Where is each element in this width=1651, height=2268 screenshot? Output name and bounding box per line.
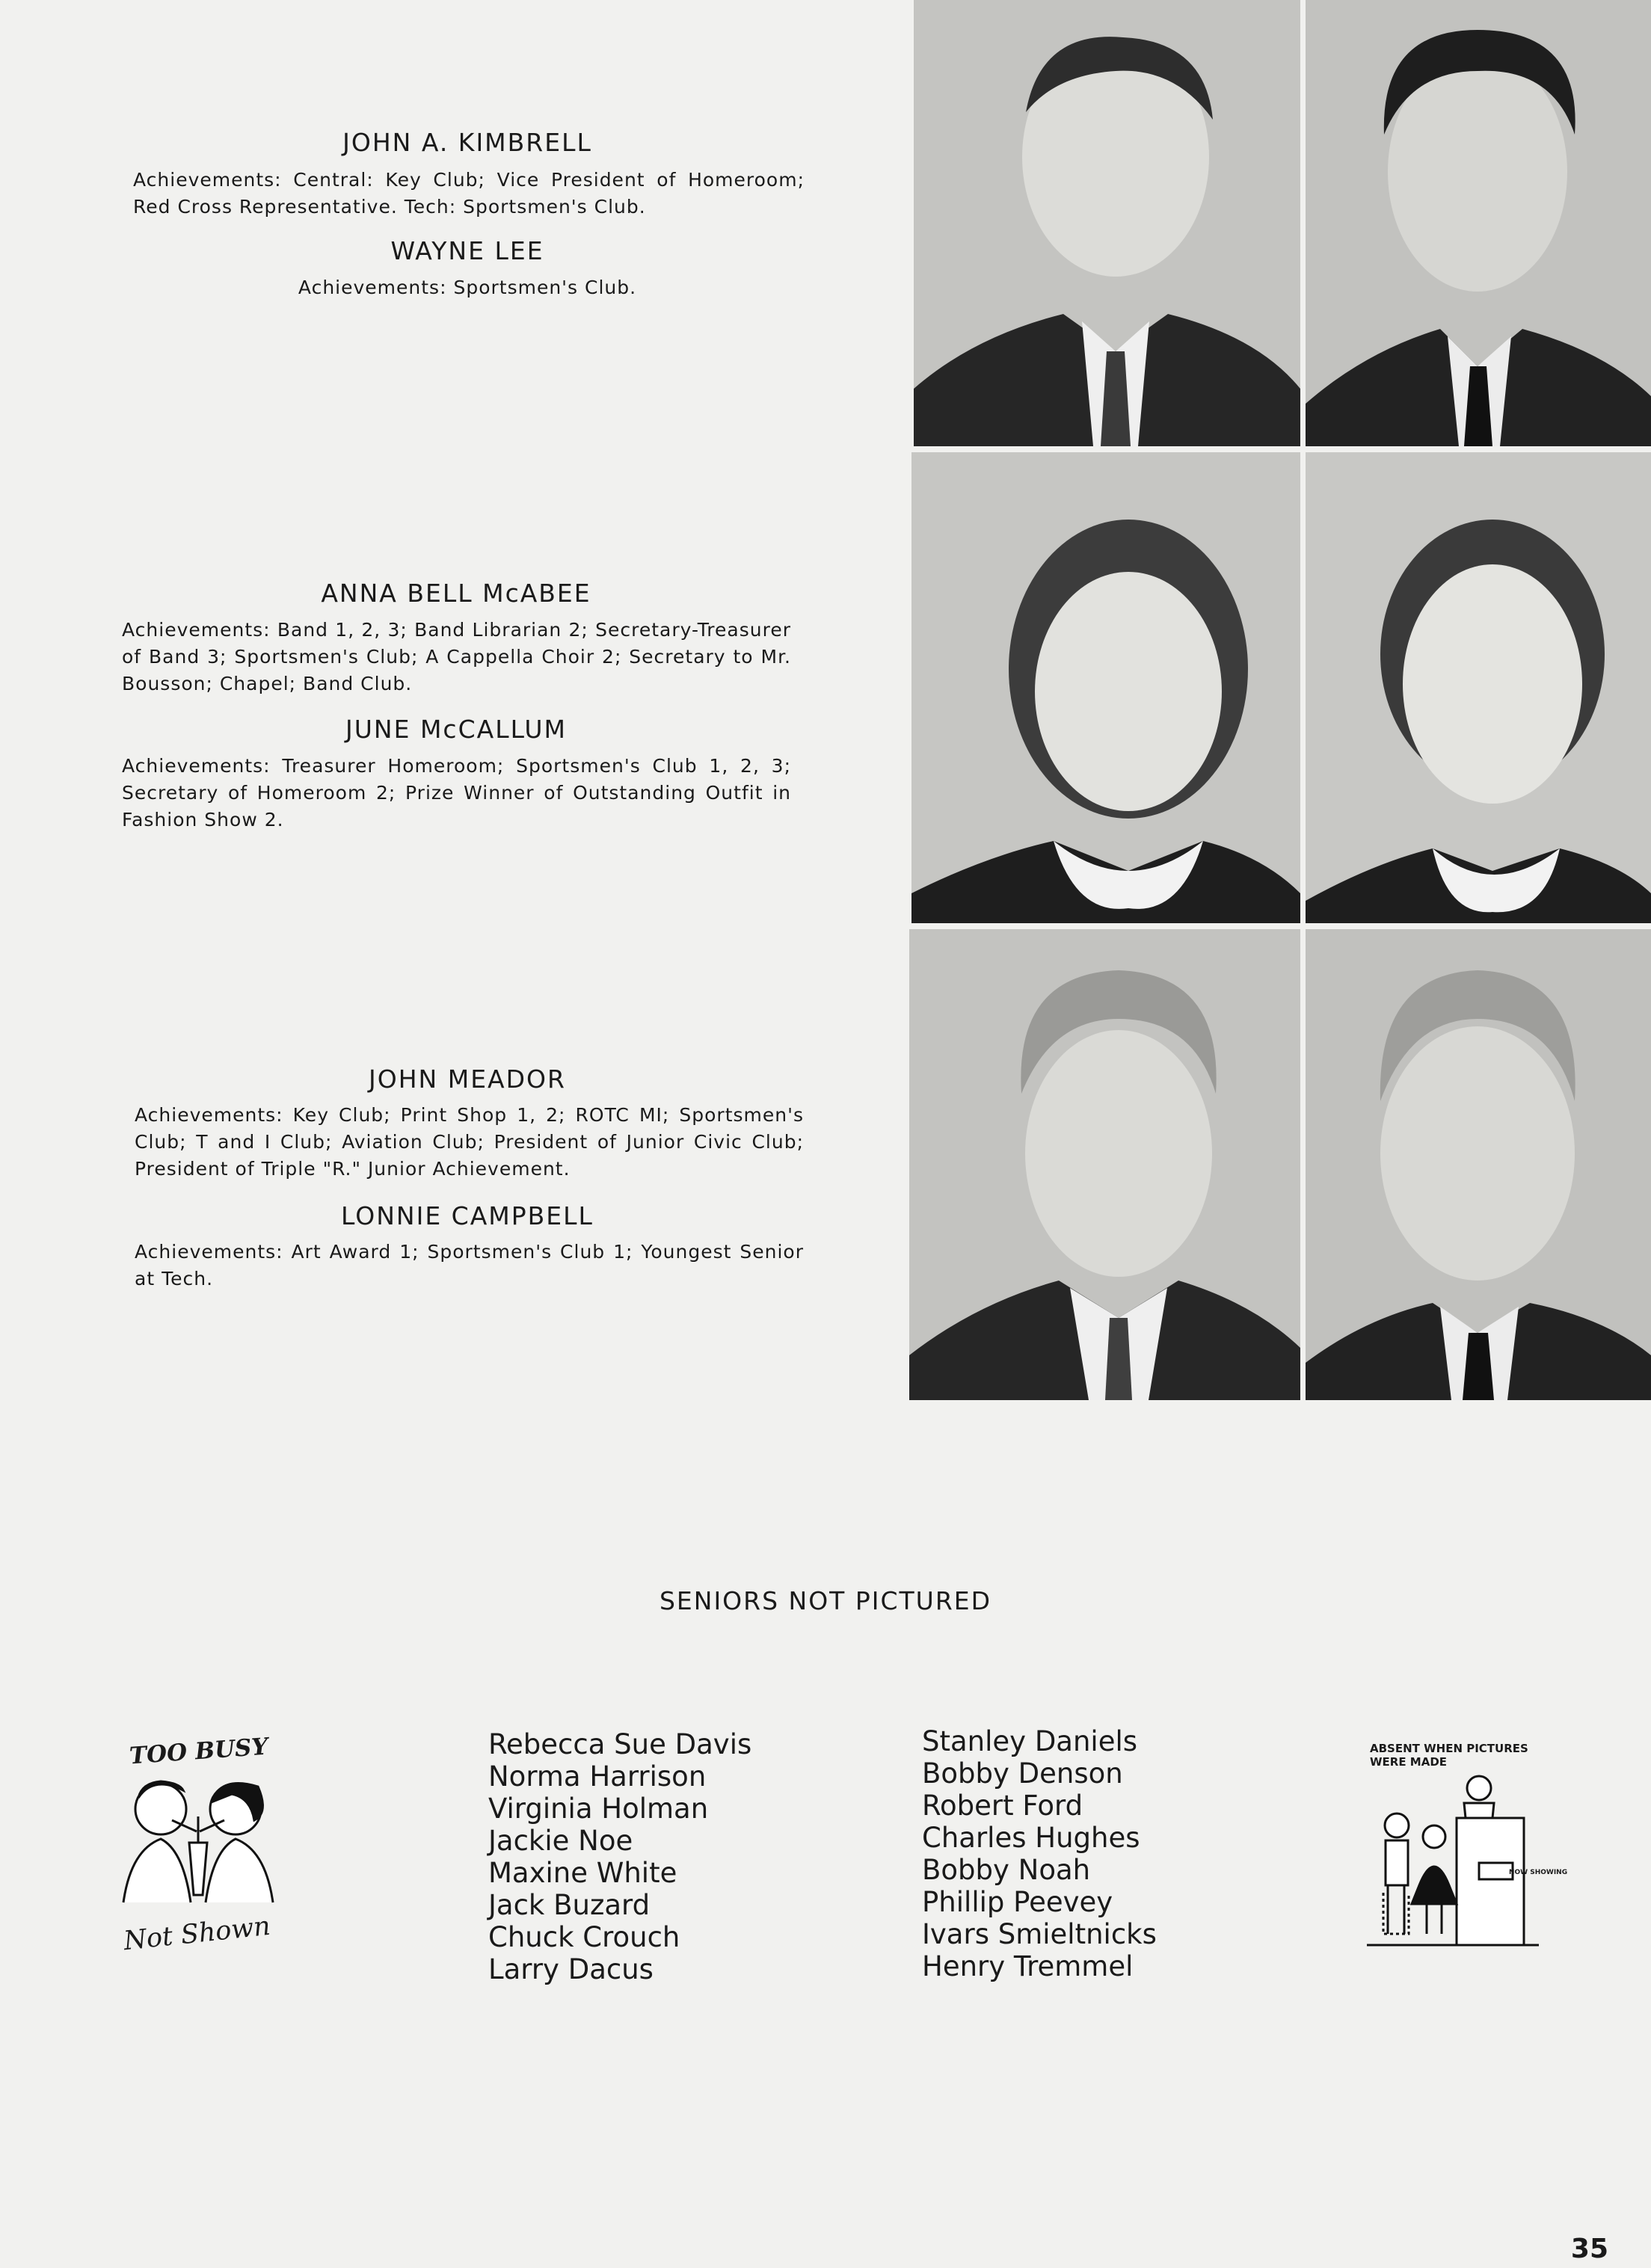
student-name: LONNIE CAMPBELL — [341, 1201, 594, 1230]
cartoon-caption-bottom: Not Shown — [122, 1911, 272, 1957]
soda-couple-icon — [108, 1768, 288, 1910]
student-name: JOHN A. KIMBRELL — [342, 128, 592, 157]
list-item: Henry Tremmel — [922, 1950, 1134, 1982]
list-item: Jack Buzard — [488, 1889, 651, 1921]
list-item: Bobby Denson — [922, 1757, 1123, 1790]
list-item: Maxine White — [488, 1857, 677, 1889]
page-number: 35 — [1570, 2234, 1608, 2264]
list-item: Jackie Noe — [488, 1825, 633, 1857]
list-item: Ivars Smieltnicks — [922, 1918, 1157, 1950]
student-name: ANNA BELL McABEE — [321, 579, 591, 608]
too-busy-cartoon — [108, 1733, 288, 1957]
student-achievements: Achievements: Sportsmen's Club. — [298, 277, 637, 298]
cartoon-caption-top: TOO BUSY — [128, 1733, 269, 1770]
list-item: Bobby Noah — [922, 1854, 1091, 1886]
names-list — [922, 1725, 1157, 1982]
portrait-photo — [1306, 0, 1651, 446]
list-item: Chuck Crouch — [488, 1921, 680, 1953]
absent-cartoon — [1367, 1742, 1568, 1966]
list-item: Stanley Daniels — [922, 1725, 1138, 1757]
movie-line-icon — [1367, 1773, 1539, 1953]
list-item: Larry Dacus — [488, 1953, 654, 1985]
student-name: JUNE McCALLUM — [345, 715, 567, 744]
section-title: SENIORS NOT PICTURED — [659, 1586, 992, 1615]
list-item: Rebecca Sue Davis — [488, 1728, 752, 1760]
cartoon-caption: ABSENT WHEN PICTURES WERE MADE — [1370, 1742, 1528, 1769]
portrait-photo — [911, 452, 1300, 923]
portrait-photo — [909, 929, 1300, 1400]
names-list — [488, 1728, 751, 1985]
portrait-photo — [914, 0, 1300, 446]
list-item: Norma Harrison — [488, 1760, 707, 1793]
cartoon-sign: NOW SHOWING — [1509, 1869, 1568, 1876]
portrait-photo — [1306, 929, 1651, 1400]
list-item: Robert Ford — [922, 1790, 1083, 1822]
list-item: Phillip Peevey — [922, 1886, 1113, 1918]
student-achievements: Achievements: Art Award 1; Sportsmen's Club 1; Youngest Senior at Tech. — [135, 1241, 804, 1289]
list-item: Charles Hughes — [922, 1822, 1140, 1854]
student-name: WAYNE LEE — [390, 236, 544, 265]
portrait-photo — [1306, 452, 1651, 923]
student-achievements: Achievements: Treasurer Homeroom; Sportsmen's Club 1, 2, 3; Secretary of Homeroom 2; Prize Winner of Outstanding Outfit in Fashion Show 2. — [122, 755, 791, 831]
student-achievements: Achievements: Key Club; Print Shop 1, 2; ROTC MI; Sportsmen's Club; T and I Club; Aviation Club; President of Junior Civic Club; President of Triple "R." Junior Achievement. — [135, 1104, 804, 1180]
student-achievements: Achievements: Band 1, 2, 3; Band Librarian 2; Secretary-Treasurer of Band 3; Sportsmen's Club; A Cappella Choir 2; Secretary to Mr. Bousson; Chapel; Band Club. — [122, 619, 791, 694]
student-achievements: Achievements: Central: Key Club; Vice President of Homeroom; Red Cross Representative. Tech: Sportsmen's Club. — [133, 169, 805, 218]
list-item: Virginia Holman — [488, 1793, 709, 1825]
student-name: JOHN MEADOR — [369, 1064, 566, 1094]
